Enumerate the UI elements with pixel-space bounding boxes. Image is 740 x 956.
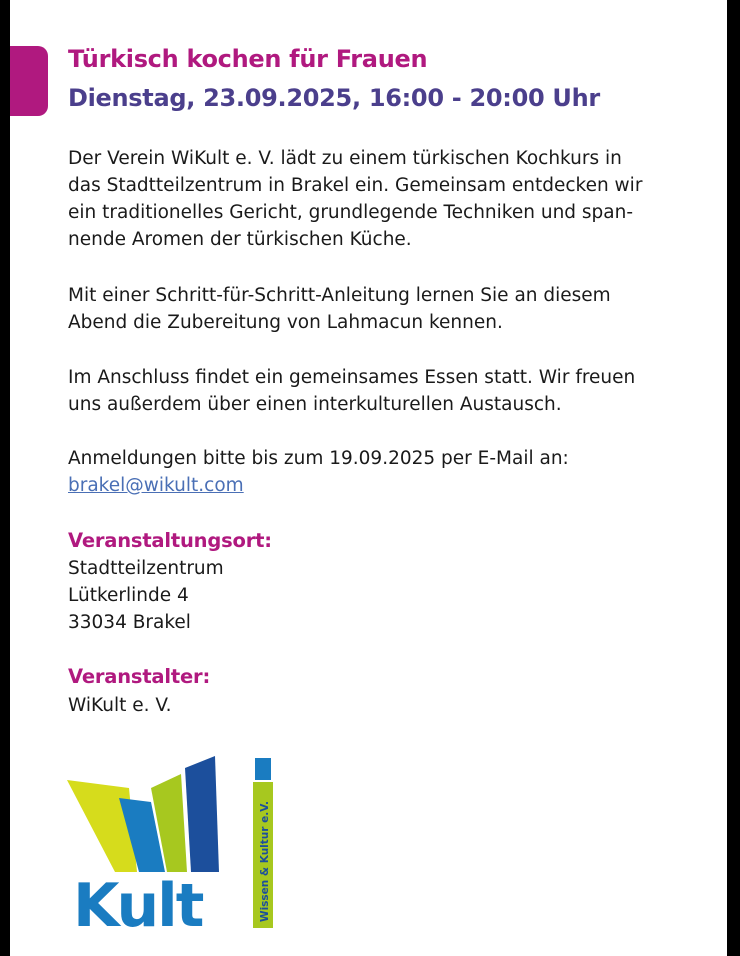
- registration-text: Anmeldungen bitte bis zum 19.09.2025 per E-Mail an:: [68, 448, 569, 469]
- paragraph-line: Der Verein WiKult e. V. lädt zu einem türkischen Kochkurs in: [68, 148, 622, 169]
- logo-shape-darkblue: [185, 756, 219, 872]
- address-line: Lütkerlinde 4: [68, 585, 189, 606]
- organizer-name-block: [68, 692, 688, 719]
- paragraph-line: Mit einer Schritt-für-Schritt-Anleitung lernen Sie an diesem: [68, 285, 611, 306]
- paragraph-line: uns außerdem über einen interkulturellen Austausch.: [68, 394, 562, 415]
- intro-paragraph: [68, 145, 688, 253]
- event-datetime: Dienstag, 23.09.2025, 16:00 - 20:00 Uhr: [68, 84, 600, 112]
- address-line: Stadtteilzentrum: [68, 558, 224, 579]
- location-address: [68, 555, 688, 636]
- address-line: 33034 Brakel: [68, 612, 191, 633]
- location-heading: Veranstaltungsort:: [68, 529, 272, 552]
- organizer-name: WiKult e. V.: [68, 695, 172, 716]
- event-title: Türkisch kochen für Frauen: [68, 45, 428, 73]
- logo-shape-yellow: [67, 780, 137, 872]
- accent-tab: [10, 46, 48, 116]
- paragraph-line: Im Anschluss findet ein gemeinsames Essen statt. Wir freuen: [68, 367, 636, 388]
- meal-paragraph: [68, 364, 688, 418]
- course-paragraph: [68, 282, 688, 336]
- logo-tagline: Wissen & Kultur e.V.: [259, 801, 271, 922]
- registration-paragraph: [68, 445, 688, 499]
- logo-word: Kult: [73, 871, 203, 934]
- paragraph-line: Abend die Zubereitung von Lahmacun kennen.: [68, 312, 503, 333]
- flyer-page: [10, 0, 727, 956]
- paragraph-line: das Stadtteilzentrum in Brakel ein. Gemeinsam entdecken wir: [68, 175, 643, 196]
- paragraph-line: ein traditionelles Gericht, grundlegende Techniken und span-: [68, 202, 634, 223]
- paragraph-line: nende Aromen der türkischen Küche.: [68, 229, 412, 250]
- organizer-heading: Veranstalter:: [68, 665, 211, 688]
- logo-bar-top: [255, 758, 271, 780]
- email-link[interactable]: brakel@wikult.com: [68, 475, 244, 496]
- wikult-logo: [67, 754, 277, 934]
